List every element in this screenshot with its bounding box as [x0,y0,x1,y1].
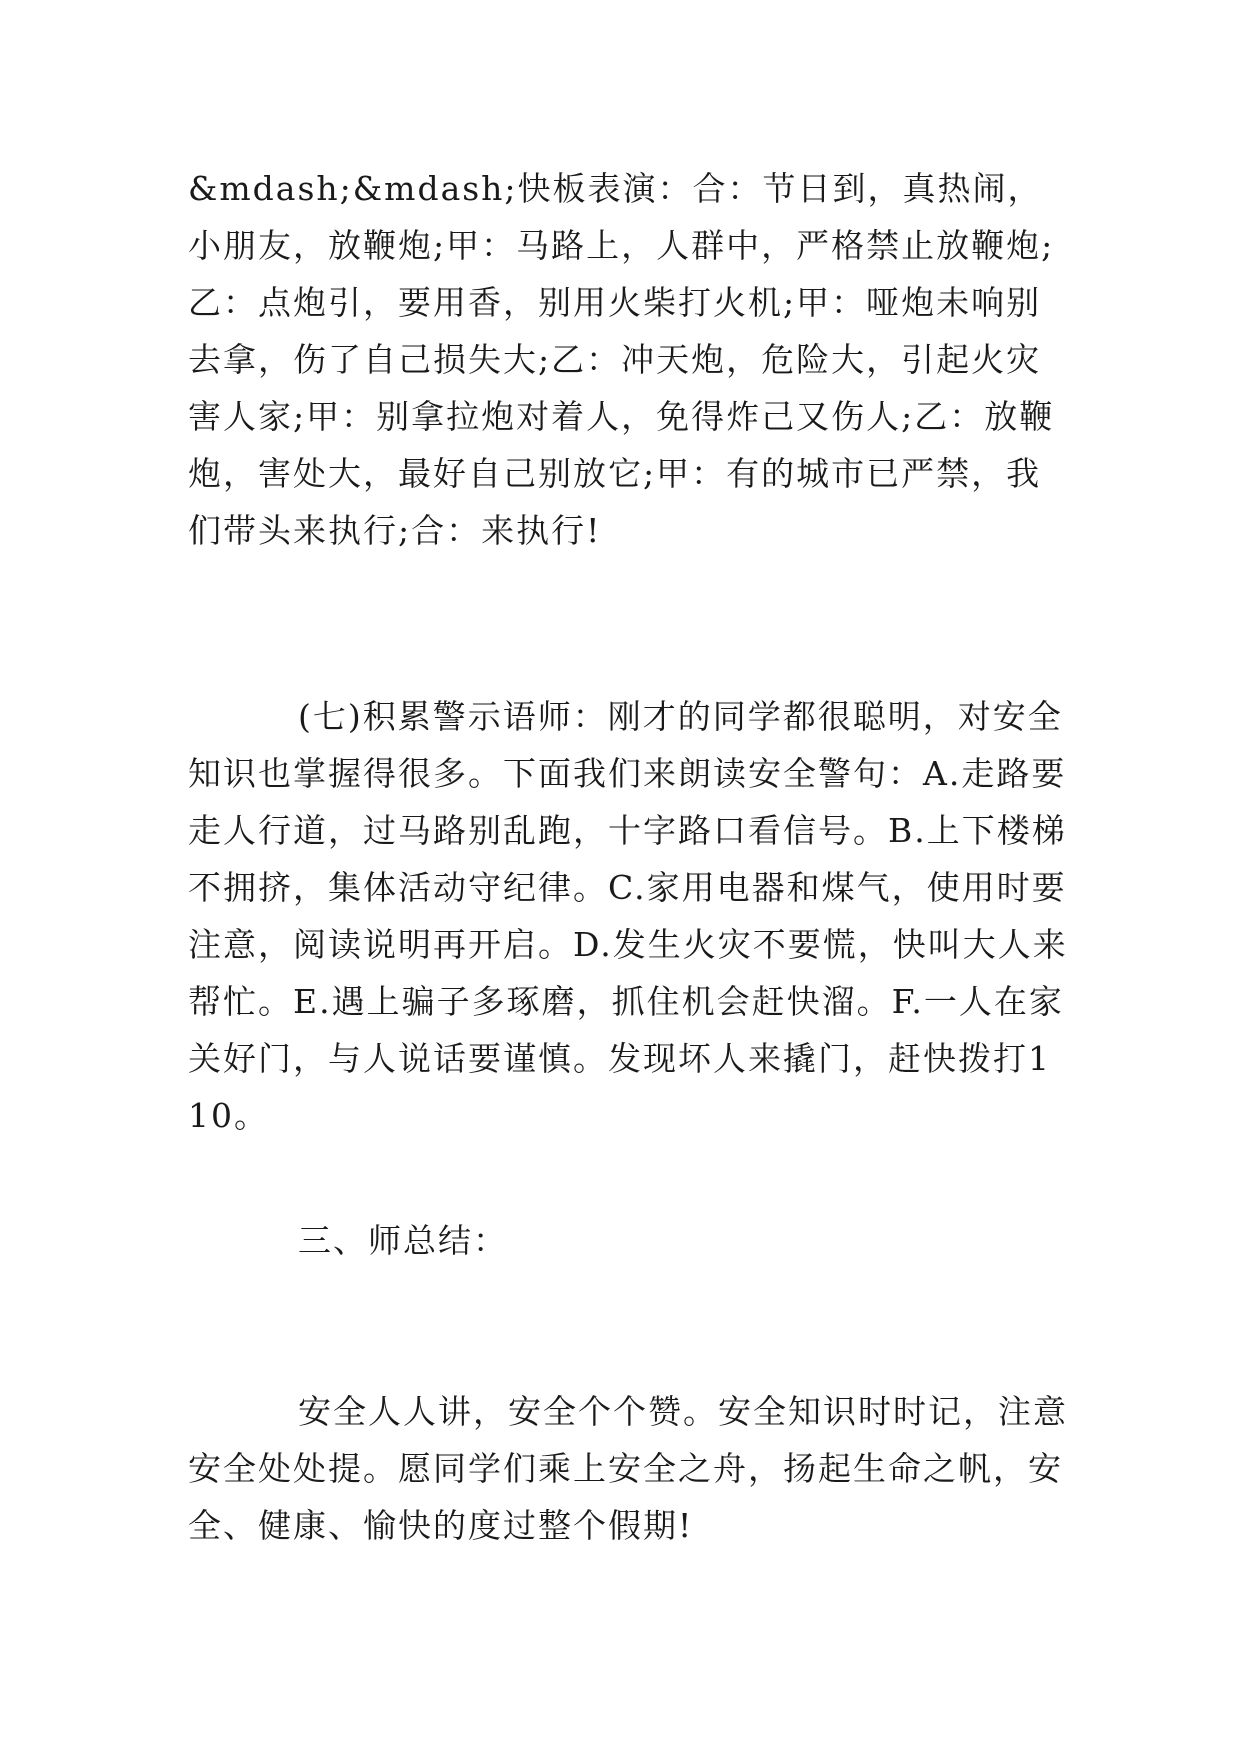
section-heading-teacher-summary: 三、师总结： [298,1221,508,1260]
paragraph-closing-summary: 安全人人讲，安全个个赞。安全知识时时记，注意安全处处提。愿同学们乘上安全之舟，扬起生命之帆，安全、健康、愉快的度过整个假期! [188,1392,1068,1545]
paragraph-kuaiban-performance: &mdash;&mdash;快板表演：合：节日到，真热闹，小朋友，放鞭炮;甲：马路上，人群中，严格禁止放鞭炮;乙：点炮引，要用香，别用火柴打火机;甲：哑炮未响别去拿，伤了自己损失大;乙：冲天炮，危险大，引起火灾害人家;甲：别拿拉炮对着人，免得炸己又伤人;乙：放鞭炮，害处大，最好自己别放它;甲：有的城市已严禁，我们带头来执行;合：来执行! [188,169,1055,550]
paragraph-safety-warnings: (七)积累警示语师：刚才的同学都很聪明，对安全知识也掌握得很多。下面我们来朗读安全警句：A.走路要走人行道，过马路别乱跑，十字路口看信号。B.上下楼梯不拥挤，集体活动守纪律。C.家用电器和煤气，使用时要注意，阅读说明再开启。D.发生火灾不要慌，快叫大人来帮忙。E.遇上骗子多琢磨，抓住机会赶快溜。F.一人在家关好门，与人说话要谨慎。发现坏人来撬门，赶快拨打110。 [188,697,1068,1135]
